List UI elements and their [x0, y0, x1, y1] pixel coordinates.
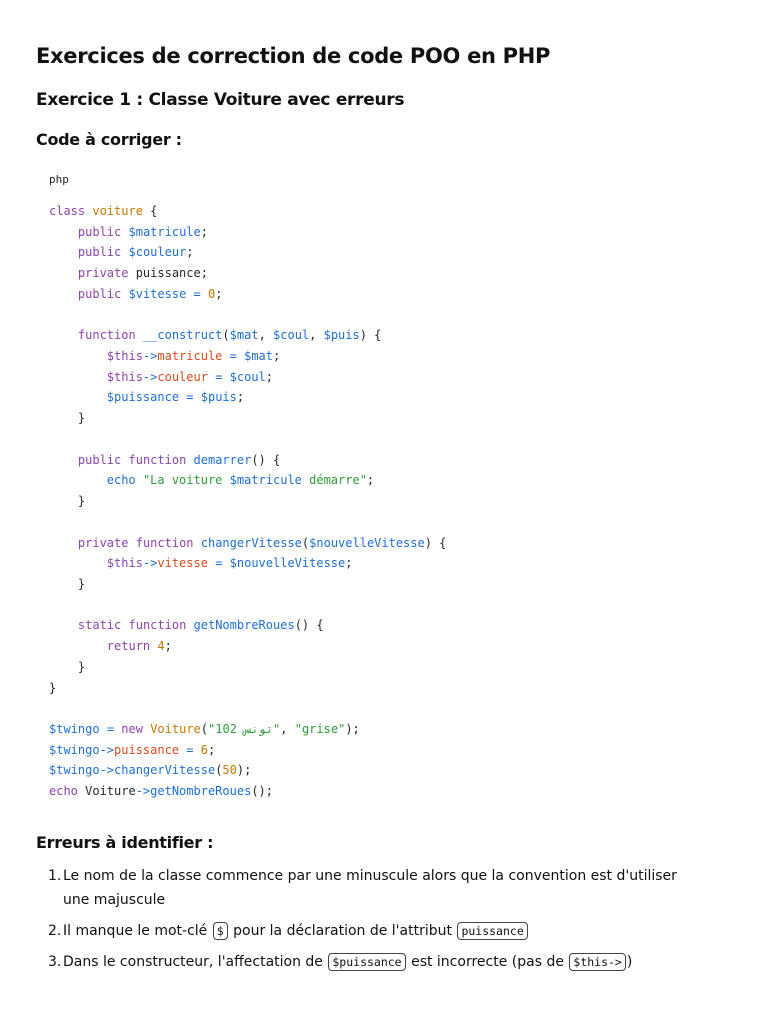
code-token: = — [229, 349, 237, 364]
code-token: $coul — [273, 328, 310, 343]
code-token: = — [186, 742, 194, 757]
code-token: } — [49, 576, 86, 591]
error-text: pour la déclaration de l'attribut — [228, 923, 457, 939]
error-number: 3. — [48, 954, 62, 970]
code-token — [49, 618, 78, 632]
code-token — [49, 370, 107, 384]
code-token: ; — [345, 556, 353, 571]
code-token: $nouvelleVitesse — [309, 535, 425, 550]
code-token: $twingo — [49, 763, 100, 778]
code-line — [49, 595, 729, 616]
code-line — [49, 719, 729, 740]
code-token: changerVitesse — [114, 763, 216, 778]
code-line — [49, 367, 729, 388]
code-line — [49, 346, 729, 367]
code-line — [49, 222, 729, 243]
code-line — [49, 450, 729, 471]
code-token: demarrer — [193, 452, 252, 467]
code-token: return — [106, 639, 151, 654]
code-token: ) { — [359, 328, 382, 343]
code-token: , — [309, 328, 324, 343]
code-token: $matricule — [229, 473, 302, 488]
code-token — [49, 390, 107, 404]
code-token — [121, 453, 128, 467]
code-token — [121, 225, 128, 239]
code-token — [49, 287, 78, 301]
code-token: -> — [142, 349, 158, 364]
inline-code: $puissance — [328, 953, 405, 971]
code-token: $this — [106, 556, 143, 571]
error-item — [48, 919, 703, 943]
code-token: $mat — [229, 328, 259, 343]
code-token: private — [77, 266, 129, 281]
code-token: = — [186, 390, 194, 405]
code-token: ( — [301, 535, 310, 550]
code-token: "La voiture — [142, 473, 230, 488]
code-token — [49, 639, 107, 653]
code-token — [194, 536, 201, 550]
code-line — [49, 470, 729, 491]
error-item — [48, 950, 703, 974]
code-line — [49, 657, 729, 678]
code-token: ) { — [424, 535, 447, 550]
code-token — [49, 473, 107, 487]
code-line — [49, 263, 729, 284]
code-token: matricule — [157, 349, 223, 364]
code-token — [100, 722, 107, 736]
error-text: ) — [626, 954, 633, 970]
code-token: $this — [106, 349, 143, 364]
code-token: } — [49, 411, 86, 426]
code-token — [49, 245, 78, 259]
code-token: vitesse — [157, 556, 208, 571]
code-token: echo — [106, 473, 136, 488]
code-token: ; — [265, 369, 274, 384]
code-line — [49, 387, 729, 408]
code-token: ( — [222, 328, 230, 343]
code-token: class — [49, 204, 86, 218]
code-token: $puissance — [106, 390, 180, 405]
code-token: ; — [366, 473, 375, 488]
code-token — [49, 266, 78, 280]
code-token: -> — [135, 784, 151, 799]
code-language-label: php — [49, 173, 69, 186]
code-token — [186, 287, 193, 301]
code-line — [49, 201, 729, 222]
code-token: static — [77, 618, 122, 633]
error-text: est incorrecte (pas de — [406, 954, 569, 970]
code-token — [194, 390, 201, 404]
code-token: $twingo — [49, 721, 100, 736]
code-token — [121, 618, 128, 632]
error-item — [48, 864, 703, 912]
error-text: Il manque le mot-clé — [63, 923, 212, 939]
exercise-title: Exercice 1 : Classe Voiture avec erreurs — [36, 90, 405, 110]
code-line — [49, 512, 729, 533]
code-token — [49, 225, 78, 239]
code-token: $mat — [244, 349, 274, 364]
code-token: 4 — [157, 639, 165, 654]
code-token: } — [49, 494, 86, 509]
code-token: Voiture — [77, 784, 136, 799]
code-token: 6 — [200, 742, 208, 757]
code-token: voiture — [92, 204, 143, 218]
code-token: = — [193, 286, 201, 301]
code-token: , — [258, 328, 274, 343]
code-token: ; — [273, 349, 281, 364]
error-number: 1. — [48, 868, 62, 884]
code-token: , — [280, 721, 295, 736]
code-line — [49, 698, 729, 719]
code-token: echo — [49, 784, 78, 799]
code-token — [136, 473, 143, 487]
code-token: ( — [215, 763, 223, 778]
code-token: ; — [208, 742, 216, 757]
inline-code: puissance — [457, 922, 527, 940]
errors-list — [48, 864, 703, 981]
code-token — [186, 618, 193, 632]
code-line — [49, 760, 729, 781]
code-line — [49, 636, 729, 657]
code-token: function — [77, 328, 136, 343]
code-token: $this — [106, 369, 143, 384]
page-title: Exercices de correction de code POO en PHP — [36, 44, 551, 68]
code-token: (); — [251, 784, 273, 799]
code-token: new — [121, 721, 143, 736]
code-token: () { — [294, 618, 324, 633]
code-token — [121, 287, 128, 301]
code-token: getNombreRoues — [150, 784, 252, 799]
code-token: $puis — [323, 328, 360, 343]
code-token: $couleur — [128, 245, 187, 260]
code-token: $puis — [200, 390, 237, 405]
code-token: ; — [215, 286, 223, 301]
code-token: = — [215, 369, 223, 384]
code-token: function — [128, 618, 187, 633]
code-token — [49, 536, 78, 550]
code-token: function — [135, 535, 194, 550]
code-token — [222, 349, 229, 363]
code-token: public — [77, 452, 122, 467]
code-token: public — [77, 286, 122, 301]
code-line — [49, 615, 729, 636]
code-lines — [49, 201, 729, 802]
code-token: 50 — [222, 763, 237, 778]
code-token: "102 تونس" — [208, 721, 281, 736]
code-token: getNombreRoues — [193, 618, 295, 633]
code-line — [49, 429, 729, 450]
code-token: $twingo — [49, 742, 100, 757]
code-section-title: Code à corriger : — [36, 130, 182, 149]
code-line — [49, 678, 729, 699]
code-token: couleur — [157, 369, 208, 384]
code-token — [128, 536, 135, 550]
code-token: public — [77, 245, 122, 260]
code-token — [49, 556, 107, 570]
code-line — [49, 781, 729, 802]
errors-section-title: Erreurs à identifier : — [36, 833, 214, 852]
code-token: $vitesse — [128, 286, 187, 301]
code-token: = — [215, 556, 223, 571]
code-line — [49, 305, 729, 326]
code-token — [186, 453, 193, 467]
code-token: 0 — [208, 286, 216, 301]
code-token: } — [49, 659, 86, 674]
code-line — [49, 740, 729, 761]
code-token: ; — [236, 390, 245, 405]
code-token: $nouvelleVitesse — [229, 556, 346, 571]
code-line — [49, 242, 729, 263]
code-token — [136, 328, 143, 342]
code-line — [49, 533, 729, 554]
code-line — [49, 553, 729, 574]
code-line — [49, 574, 729, 595]
code-token — [222, 556, 229, 570]
code-token: ; — [186, 245, 194, 260]
code-token — [194, 743, 201, 757]
code-line — [49, 491, 729, 512]
code-token: changerVitesse — [200, 535, 302, 550]
code-token: ); — [236, 763, 252, 778]
code-token: $coul — [229, 369, 266, 384]
code-token: puissance — [114, 742, 180, 757]
code-token: -> — [99, 763, 115, 778]
code-token: Voiture — [150, 721, 201, 736]
code-token: () { — [251, 452, 281, 467]
error-text: Dans le constructeur, l'affectation de — [63, 954, 328, 970]
error-number: 2. — [48, 923, 62, 939]
code-token: public — [77, 224, 122, 239]
code-token: -> — [142, 369, 158, 384]
code-token: "grise" — [294, 721, 346, 736]
code-token — [49, 453, 78, 467]
code-line — [49, 325, 729, 346]
code-token: -> — [142, 556, 158, 571]
code-token: $matricule — [128, 224, 201, 239]
code-token — [201, 287, 208, 301]
code-block — [49, 171, 729, 802]
code-token: } — [49, 680, 57, 695]
error-text: Le nom de la classe commence par une minuscule alors que la convention est d'utiliser une majuscule — [63, 868, 677, 908]
inline-code: $ — [213, 922, 228, 940]
code-token — [121, 245, 128, 259]
code-token: private — [77, 535, 129, 550]
code-token: __construct — [142, 328, 223, 343]
code-token: puissance; — [128, 266, 208, 281]
code-line — [49, 408, 729, 429]
code-token: = — [106, 721, 115, 736]
code-token: ; — [200, 224, 208, 239]
code-token — [49, 328, 78, 342]
inline-code: $this-> — [569, 953, 625, 971]
code-token — [222, 370, 229, 384]
code-token: ( — [200, 721, 209, 736]
code-token: ); — [345, 721, 360, 736]
code-token — [49, 349, 107, 363]
code-token: { — [142, 204, 158, 218]
code-token: ; — [164, 639, 172, 654]
code-token: function — [128, 452, 187, 467]
code-token: -> — [99, 742, 115, 757]
code-line — [49, 284, 729, 305]
code-token: démarre" — [301, 473, 367, 488]
